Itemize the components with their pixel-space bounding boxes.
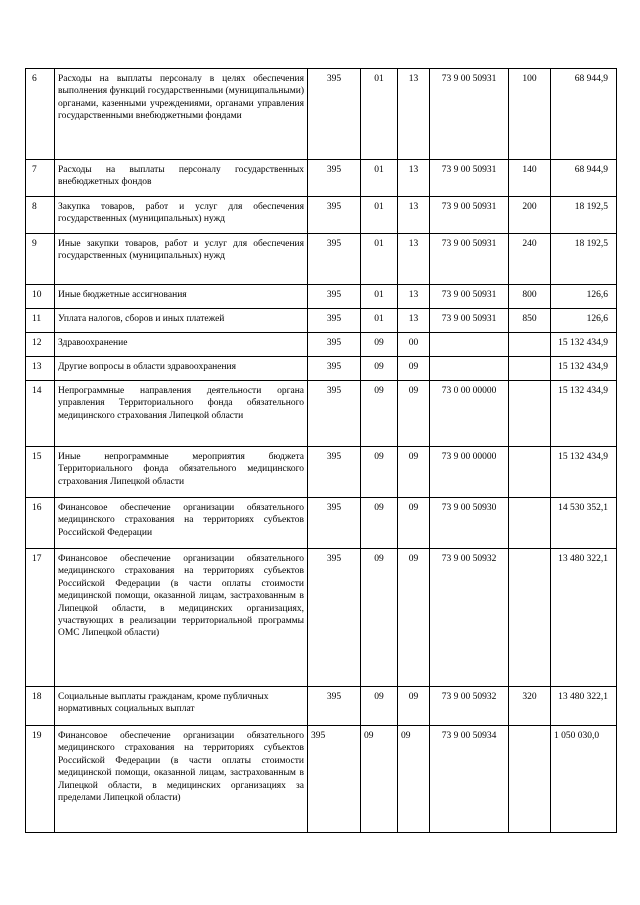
- row-grbs: 395: [308, 726, 361, 833]
- table-row: [26, 357, 617, 381]
- table-row: [26, 160, 617, 197]
- row-number: 8: [26, 197, 55, 234]
- row-target-code: 73 9 00 50931: [430, 285, 509, 309]
- table-row: [26, 447, 617, 498]
- row-description: Другие вопросы в области здравоохранения: [55, 357, 308, 381]
- row-section: 01: [361, 160, 398, 197]
- row-grbs: 395: [308, 309, 361, 333]
- row-amount: 14 530 352,1: [551, 498, 617, 549]
- row-section: 01: [361, 285, 398, 309]
- row-section: 09: [361, 687, 398, 726]
- row-description: Расходы на выплаты персоналу в целях обеспечения выполнения функций государственными (муниципальными) органами, казенными учреждениями, органами управления государственными внебюджетными фондами: [55, 69, 308, 160]
- row-amount: 13 480 322,1: [551, 687, 617, 726]
- row-expense-type: 320: [509, 687, 551, 726]
- row-section: 09: [361, 549, 398, 687]
- budget-table: [25, 68, 617, 833]
- row-description: Уплата налогов, сборов и иных платежей: [55, 309, 308, 333]
- row-amount: 1 050 030,0: [551, 726, 617, 833]
- row-section: 09: [361, 333, 398, 357]
- row-expense-type: 100: [509, 69, 551, 160]
- table-row: [26, 197, 617, 234]
- row-subsection: 09: [398, 447, 430, 498]
- row-target-code: 73 0 00 00000: [430, 381, 509, 447]
- row-description: Непрограммные направления деятельности органа управления Территориального фонда обязательного медицинского страхования Липецкой области: [55, 381, 308, 447]
- row-section: 01: [361, 234, 398, 285]
- row-amount: 15 132 434,9: [551, 447, 617, 498]
- row-amount: 15 132 434,9: [551, 357, 617, 381]
- row-amount: 68 944,9: [551, 160, 617, 197]
- row-target-code: 73 9 00 50931: [430, 69, 509, 160]
- row-amount: 126,6: [551, 309, 617, 333]
- row-target-code: 73 9 00 50931: [430, 234, 509, 285]
- row-section: 09: [361, 498, 398, 549]
- row-grbs: 395: [308, 234, 361, 285]
- row-grbs: 395: [308, 447, 361, 498]
- row-target-code: 73 9 00 50932: [430, 687, 509, 726]
- row-number: 16: [26, 498, 55, 549]
- row-number: 10: [26, 285, 55, 309]
- table-row: [26, 69, 617, 160]
- row-amount: 15 132 434,9: [551, 333, 617, 357]
- table-row: [26, 726, 617, 833]
- row-description: Иные непрограммные мероприятия бюджета Территориального фонда обязательного медицинского страхования Липецкой области: [55, 447, 308, 498]
- row-expense-type: 140: [509, 160, 551, 197]
- row-description: Здравоохранение: [55, 333, 308, 357]
- row-subsection: 13: [398, 197, 430, 234]
- row-expense-type: [509, 498, 551, 549]
- row-description: Социальные выплаты гражданам, кроме публичных нормативных социальных выплат: [55, 687, 308, 726]
- row-number: 17: [26, 549, 55, 687]
- row-number: 18: [26, 687, 55, 726]
- row-description: Финансовое обеспечение организации обязательного медицинского страхования на территориях субъектов Российской Федерации (в части оплаты стоимости медицинской помощи, оказанной лицам, застрахованным в Липецкой области, в медицинских организациях за пределами Липецкой области): [55, 726, 308, 833]
- row-target-code: 73 9 00 00000: [430, 447, 509, 498]
- row-section: 01: [361, 197, 398, 234]
- row-description: Расходы на выплаты персоналу государственных внебюджетных фондов: [55, 160, 308, 197]
- row-amount: 13 480 322,1: [551, 549, 617, 687]
- row-number: 19: [26, 726, 55, 833]
- row-subsection: 13: [398, 309, 430, 333]
- row-expense-type: [509, 333, 551, 357]
- table-row: [26, 687, 617, 726]
- row-section: 01: [361, 309, 398, 333]
- row-grbs: 395: [308, 333, 361, 357]
- row-grbs: 395: [308, 357, 361, 381]
- row-subsection: 09: [398, 687, 430, 726]
- row-description: Финансовое обеспечение организации обязательного медицинского страхования на территориях субъектов Российской Федерации: [55, 498, 308, 549]
- row-subsection: 13: [398, 285, 430, 309]
- row-expense-type: 850: [509, 309, 551, 333]
- table-row: [26, 285, 617, 309]
- row-number: 13: [26, 357, 55, 381]
- table-row: [26, 498, 617, 549]
- row-description: Закупка товаров, работ и услуг для обеспечения государственных (муниципальных) нужд: [55, 197, 308, 234]
- row-number: 14: [26, 381, 55, 447]
- row-subsection: 09: [398, 498, 430, 549]
- row-subsection: 00: [398, 333, 430, 357]
- row-amount: 126,6: [551, 285, 617, 309]
- row-target-code: 73 9 00 50934: [430, 726, 509, 833]
- row-target-code: 73 9 00 50932: [430, 549, 509, 687]
- row-grbs: 395: [308, 549, 361, 687]
- row-description: Финансовое обеспечение организации обязательного медицинского страхования на территориях субъектов Российской Федерации (в части оплаты стоимости медицинской помощи, оказанной лицам, застрахованным в Липецкой области, в медицинских организациях, участвующих в реализации территориальной программы ОМС Липецкой области): [55, 549, 308, 687]
- row-target-code: [430, 333, 509, 357]
- row-number: 15: [26, 447, 55, 498]
- row-amount: 68 944,9: [551, 69, 617, 160]
- row-subsection: 09: [398, 381, 430, 447]
- row-description: Иные бюджетные ассигнования: [55, 285, 308, 309]
- row-section: 01: [361, 69, 398, 160]
- row-grbs: 395: [308, 197, 361, 234]
- row-subsection: 09: [398, 357, 430, 381]
- table-row: [26, 333, 617, 357]
- row-expense-type: 200: [509, 197, 551, 234]
- row-section: 09: [361, 381, 398, 447]
- row-number: 12: [26, 333, 55, 357]
- row-expense-type: [509, 549, 551, 687]
- row-target-code: 73 9 00 50931: [430, 309, 509, 333]
- row-expense-type: [509, 381, 551, 447]
- row-grbs: 395: [308, 160, 361, 197]
- row-subsection: 09: [398, 549, 430, 687]
- row-description: Иные закупки товаров, работ и услуг для обеспечения государственных (муниципальных) нужд: [55, 234, 308, 285]
- row-expense-type: [509, 357, 551, 381]
- row-subsection: 13: [398, 234, 430, 285]
- row-section: 09: [361, 357, 398, 381]
- row-grbs: 395: [308, 498, 361, 549]
- row-number: 7: [26, 160, 55, 197]
- row-amount: 18 192,5: [551, 197, 617, 234]
- row-grbs: 395: [308, 687, 361, 726]
- row-subsection: 13: [398, 69, 430, 160]
- table-row: [26, 234, 617, 285]
- row-target-code: 73 9 00 50930: [430, 498, 509, 549]
- row-number: 6: [26, 69, 55, 160]
- row-target-code: [430, 357, 509, 381]
- row-number: 9: [26, 234, 55, 285]
- row-expense-type: 800: [509, 285, 551, 309]
- row-amount: 18 192,5: [551, 234, 617, 285]
- row-expense-type: [509, 726, 551, 833]
- row-number: 11: [26, 309, 55, 333]
- row-grbs: 395: [308, 69, 361, 160]
- table-row: [26, 381, 617, 447]
- row-subsection: 13: [398, 160, 430, 197]
- row-target-code: 73 9 00 50931: [430, 160, 509, 197]
- row-subsection: 09: [398, 726, 430, 833]
- row-expense-type: 240: [509, 234, 551, 285]
- row-grbs: 395: [308, 381, 361, 447]
- row-amount: 15 132 434,9: [551, 381, 617, 447]
- row-grbs: 395: [308, 285, 361, 309]
- table-row: [26, 309, 617, 333]
- row-section: 09: [361, 726, 398, 833]
- row-expense-type: [509, 447, 551, 498]
- row-target-code: 73 9 00 50931: [430, 197, 509, 234]
- table-row: [26, 549, 617, 687]
- row-section: 09: [361, 447, 398, 498]
